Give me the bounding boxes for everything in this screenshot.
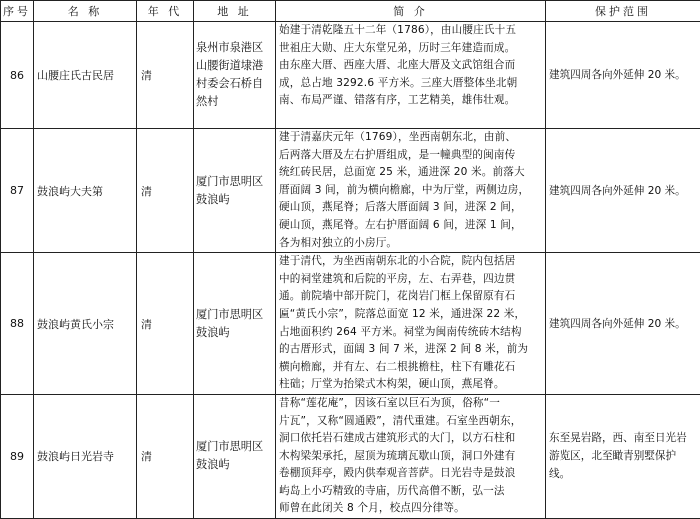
header-description: 简 介 [276,1,546,22]
header-era: 年 代 [137,1,194,22]
description-line: 硬山顶，燕尾脊；后落大厝面阔 3 间，进深 2 间， [279,199,543,217]
site-name: 鼓浪屿大夫第 [34,129,137,253]
description-line: 匾“黄氏小宗”，院落总面宽 12 米，通进深 22 米， [279,306,543,324]
header-name: 名 称 [34,1,137,22]
description-line: 片瓦”，又称“圆通殿”，清代重建。石室坐西朝东， [279,413,543,431]
description-line: 洞口依托岩石建成古建筑形式的大门，以方石柱和 [279,430,543,448]
table-row [1,22,700,129]
row-number: 87 [1,129,34,253]
site-address: 厦门市思明区鼓浪屿 [194,129,276,253]
description-line: 建于清嘉庆元年（1769），坐西南朝东北，由前、 [279,129,543,147]
description-line: 中的祠堂建筑和后院的平房，左、右弄巷，四边贯 [279,271,543,289]
description-line: 横向檐廊，并有左、右二根挑檐柱，柱下有雕花石 [279,359,543,377]
protection-scope: 建筑四周各向外延伸 20 米。 [546,253,700,395]
description-line: 昔称“莲花庵”，因该石室以巨石为顶，俗称“一 [279,395,543,413]
site-description [276,394,546,518]
protection-scope: 东至晃岩路，西、南至日光岩游览区，北至瞰青别墅保护线。 [546,394,700,518]
table-row [1,394,700,518]
protection-scope: 建筑四周各向外延伸 20 米。 [546,22,700,129]
site-name: 鼓浪屿日光岩寺 [34,394,137,518]
description-line: 柱础；厅堂为抬梁式木构架，硬山顶，燕尾脊。 [279,376,543,394]
site-address: 泉州市泉港区山腰街道埭港村委会石桥自然村 [194,22,276,129]
protection-scope: 建筑四周各向外延伸 20 米。 [546,129,700,253]
description-line: 的古厝形式，面阔 3 间 7 米，进深 2 间 8 米，前为 [279,341,543,359]
description-line: 卷棚顶拜亭，殿内供奉观音菩萨。日光岩寺是鼓浪 [279,465,543,483]
table-row [1,253,700,395]
table-row [1,129,700,253]
site-description [276,22,546,129]
description-line: 世祖庄大勋、庄大东堂兄弟，历时三年建造而成。 [279,40,543,58]
description-line: 统红砖民居，总面宽 25 米，通进深 20 米。前落大 [279,164,543,182]
site-era: 清 [137,253,194,395]
description-line: 由东座大厝、西座大厝、北座大厝及文武馆组合而 [279,57,543,75]
header-address: 地 址 [194,1,276,22]
row-number: 86 [1,22,34,129]
description-line: 占地面积约 264 平方米。祠堂为闽南传统砖木结构 [279,324,543,342]
row-number: 89 [1,394,34,518]
header-scope: 保护范围 [546,1,700,22]
header-no: 序号 [1,1,34,22]
description-line: 南、布局严谨、错落有序，工艺精美，雄伟壮观。 [279,92,543,110]
site-description [276,129,546,253]
description-line: 师曾在此闭关 8 个月，校点四分律等。 [279,500,543,518]
site-era: 清 [137,394,194,518]
site-name: 鼓浪屿黄氏小宗 [34,253,137,395]
description-line: 各为相对独立的小房厅。 [279,235,543,253]
description-line: 厝面阔 3 间，前为横向檐廊，中为厅堂，两侧边房， [279,182,543,200]
site-description [276,253,546,395]
site-address: 厦门市思明区鼓浪屿 [194,253,276,395]
site-era: 清 [137,22,194,129]
description-line: 始建于清乾隆五十二年（1786），由山腰庄氏十五 [279,22,543,40]
site-era: 清 [137,129,194,253]
description-line: 后两落大厝及左右护厝组成，是一幢典型的闽南传 [279,147,543,165]
description-line: 木构梁架承托，屋顶为琉璃瓦歇山顶，洞口外建有 [279,448,543,466]
description-line: 建于清代，为坐西南朝东北的小合院，院内包括居 [279,253,543,271]
description-line: 硬山顶，燕尾脊。左右护厝面阔 6 间，进深 1 间， [279,217,543,235]
description-line: 成，总占地 3292.6 平方米。三座大厝整体坐北朝 [279,75,543,93]
site-address: 厦门市思明区鼓浪屿 [194,394,276,518]
description-line: 通。前院墙中部开院门，花岗岩门框上保留原有石 [279,288,543,306]
row-number: 88 [1,253,34,395]
description-line: 屿岛上小巧精致的寺庙，历代高僧不断，弘一法 [279,483,543,501]
header-row [1,1,700,22]
site-name: 山腰庄氏古民居 [34,22,137,129]
